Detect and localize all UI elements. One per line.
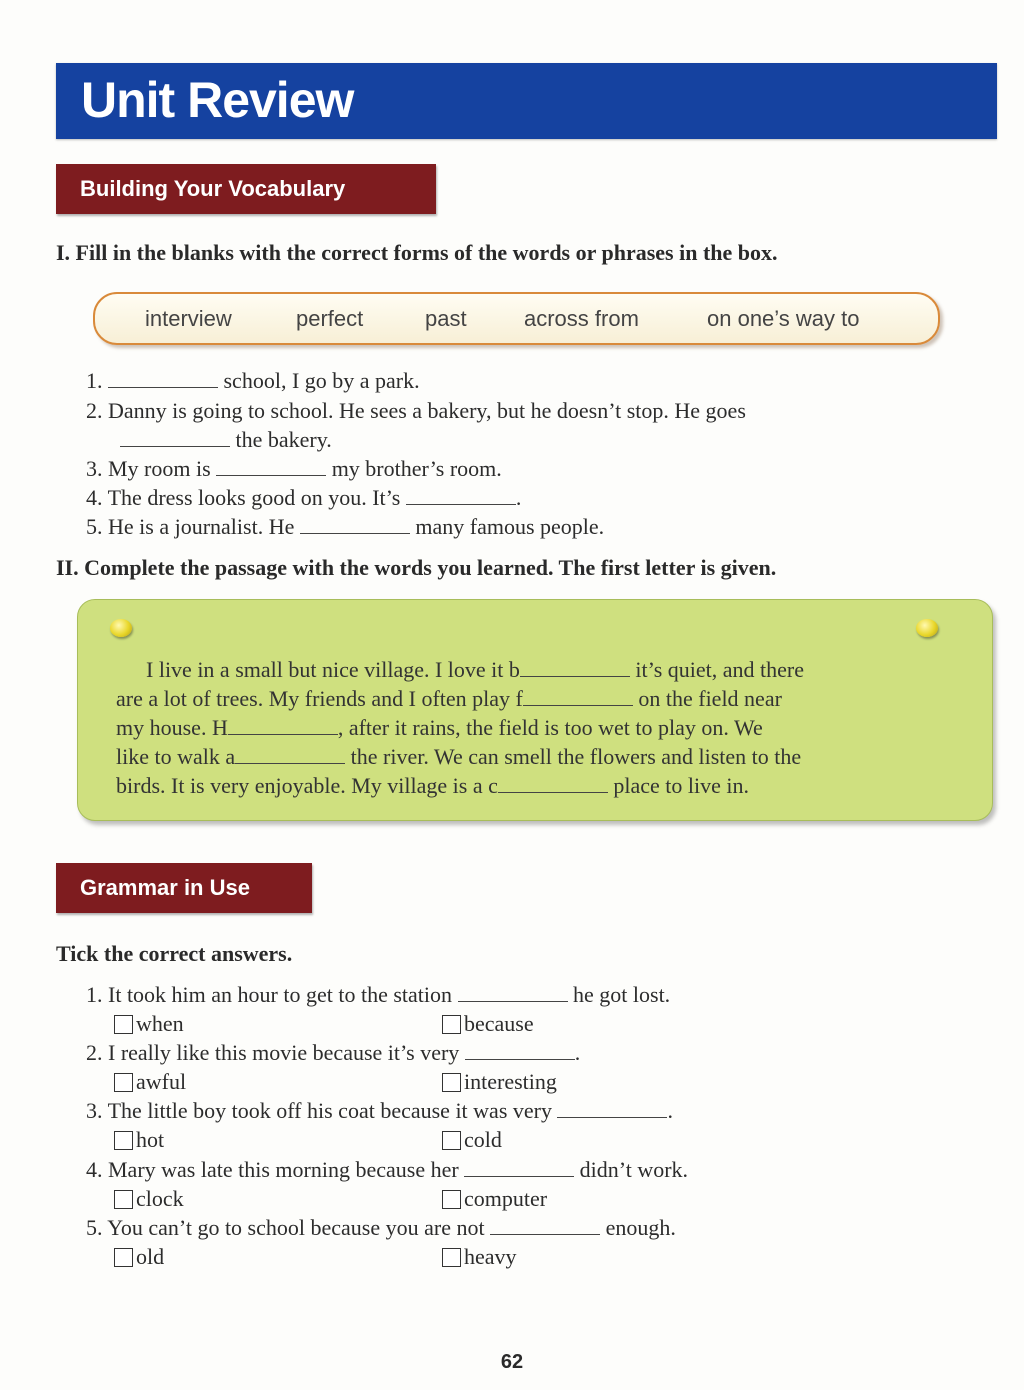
passage-text: , after it rains, the field is too wet to play on. We bbox=[337, 715, 763, 740]
question-number: 3. bbox=[86, 1098, 103, 1123]
answer-blank bbox=[465, 1041, 575, 1060]
answer-blank bbox=[490, 1216, 600, 1235]
item-text: He is a journalist. He bbox=[108, 514, 295, 539]
question-text: Mary was late this morning because her bbox=[108, 1157, 459, 1182]
grammar-question-5 bbox=[86, 1215, 676, 1241]
checkbox-icon[interactable] bbox=[442, 1248, 461, 1267]
answer-blank bbox=[300, 515, 410, 534]
passage-text: I live in a small but nice village. I love it b bbox=[146, 657, 520, 682]
passage-text: my house. H bbox=[116, 715, 228, 740]
checkbox-icon[interactable] bbox=[114, 1015, 133, 1034]
question-text: . bbox=[574, 1040, 581, 1065]
answer-blank bbox=[498, 774, 608, 793]
grammar-question-2 bbox=[86, 1040, 580, 1066]
question-text: The little boy took off his coat because it was very bbox=[107, 1098, 552, 1123]
item-number: 4. bbox=[86, 485, 103, 510]
word-box-item: past bbox=[425, 306, 467, 331]
checkbox-icon[interactable] bbox=[442, 1015, 461, 1034]
question-text: he got lost. bbox=[573, 982, 671, 1007]
word-box-item: on one’s way to bbox=[707, 306, 860, 331]
option-checkbox[interactable] bbox=[442, 1186, 547, 1212]
answer-blank bbox=[464, 1158, 574, 1177]
passage-text: place to live in. bbox=[613, 773, 749, 798]
answer-blank bbox=[406, 486, 516, 505]
option-checkbox[interactable] bbox=[114, 1244, 164, 1270]
word-box-item: across from bbox=[524, 306, 639, 331]
question-number: 5. bbox=[86, 1215, 103, 1240]
answer-blank bbox=[120, 428, 230, 447]
passage-line bbox=[116, 686, 782, 712]
item-text: . bbox=[515, 485, 522, 510]
unit-title-banner bbox=[56, 63, 997, 139]
question-number: 4. bbox=[86, 1157, 103, 1182]
fill-item-4 bbox=[86, 485, 521, 511]
word-box-item: perfect bbox=[296, 306, 364, 331]
checkbox-icon[interactable] bbox=[114, 1131, 133, 1150]
option-checkbox[interactable] bbox=[114, 1011, 184, 1037]
fill-item-2 bbox=[86, 398, 746, 424]
answer-blank bbox=[523, 687, 633, 706]
checkbox-icon[interactable] bbox=[442, 1131, 461, 1150]
question-text: I really like this movie because it’s very bbox=[108, 1040, 460, 1065]
answer-blank bbox=[520, 658, 630, 677]
fill-item-1 bbox=[86, 368, 420, 394]
passage-text: are a lot of trees. My friends and I often play f bbox=[116, 686, 523, 711]
grammar-instruction: Tick the correct answers. bbox=[56, 941, 293, 966]
fill-item-5 bbox=[86, 514, 604, 540]
option-checkbox[interactable] bbox=[114, 1186, 184, 1212]
item-number: 2. bbox=[86, 398, 103, 423]
answer-blank bbox=[557, 1099, 667, 1118]
option-checkbox[interactable] bbox=[442, 1069, 557, 1095]
answer-blank bbox=[458, 983, 568, 1002]
item-text: Danny is going to school. He sees a bakery, but he doesn’t stop. He goes bbox=[108, 398, 746, 423]
pushpin-icon bbox=[110, 619, 132, 637]
item-text: My room is bbox=[108, 456, 211, 481]
question-text: It took him an hour to get to the station bbox=[108, 982, 453, 1007]
item-text: The dress looks good on you. It’s bbox=[107, 485, 401, 510]
question-text: . bbox=[667, 1098, 673, 1123]
option-label: hot bbox=[136, 1127, 165, 1152]
pushpin-icon bbox=[916, 619, 938, 637]
checkbox-icon[interactable] bbox=[114, 1073, 133, 1092]
item-number: 3. bbox=[86, 456, 103, 481]
option-label: computer bbox=[464, 1186, 548, 1211]
answer-blank bbox=[228, 716, 338, 735]
checkbox-icon[interactable] bbox=[442, 1073, 461, 1092]
option-label: heavy bbox=[464, 1244, 517, 1269]
passage-box bbox=[77, 599, 993, 821]
checkbox-icon[interactable] bbox=[114, 1190, 133, 1209]
option-label: because bbox=[464, 1011, 534, 1036]
section-tab-grammar: Grammar in Use bbox=[56, 863, 312, 913]
question-text: You can’t go to school because you are not bbox=[107, 1215, 485, 1240]
question-text: enough. bbox=[605, 1215, 676, 1240]
item-text: school, I go by a park. bbox=[223, 368, 420, 393]
answer-blank bbox=[108, 369, 218, 388]
grammar-question-4 bbox=[86, 1157, 688, 1183]
question-number: 2. bbox=[86, 1040, 103, 1065]
passage-text: birds. It is very enjoyable. My village is a c bbox=[116, 773, 498, 798]
part2-instruction: II. Complete the passage with the words you learned. The first letter is given. bbox=[56, 555, 777, 580]
passage-line bbox=[116, 715, 763, 741]
option-label: when bbox=[136, 1011, 184, 1036]
page-title: Unit Review bbox=[81, 72, 354, 128]
passage-text: like to walk a bbox=[116, 744, 236, 769]
item-text: many famous people. bbox=[415, 514, 605, 539]
question-text: didn’t work. bbox=[579, 1157, 689, 1182]
passage-text: the river. We can smell the flowers and listen to the bbox=[350, 744, 802, 769]
option-checkbox[interactable] bbox=[442, 1127, 502, 1153]
checkbox-icon[interactable] bbox=[114, 1248, 133, 1267]
option-checkbox[interactable] bbox=[114, 1069, 186, 1095]
item-text: my brother’s room. bbox=[331, 456, 502, 481]
option-checkbox[interactable] bbox=[442, 1011, 534, 1037]
passage-text: on the field near bbox=[638, 686, 782, 711]
option-label: interesting bbox=[464, 1069, 557, 1094]
option-label: clock bbox=[136, 1186, 184, 1211]
passage-line bbox=[146, 657, 804, 683]
answer-blank bbox=[216, 457, 326, 476]
option-label: old bbox=[136, 1244, 165, 1269]
item-text: the bakery. bbox=[235, 427, 332, 452]
item-number: 5. bbox=[86, 514, 103, 539]
fill-item-2-continued bbox=[120, 427, 332, 453]
option-checkbox[interactable] bbox=[114, 1127, 164, 1153]
question-number: 1. bbox=[86, 982, 103, 1007]
grammar-question-3 bbox=[86, 1098, 673, 1124]
grammar-question-1 bbox=[86, 982, 670, 1008]
passage-line bbox=[116, 744, 801, 770]
answer-blank bbox=[235, 745, 345, 764]
option-label: awful bbox=[136, 1069, 187, 1094]
word-box-item: interview bbox=[145, 306, 232, 331]
fill-item-3 bbox=[86, 456, 502, 482]
page-number: 62 bbox=[500, 1351, 524, 1373]
checkbox-icon[interactable] bbox=[442, 1190, 461, 1209]
section-tab-vocabulary: Building Your Vocabulary bbox=[56, 164, 436, 214]
option-label: cold bbox=[464, 1127, 502, 1152]
passage-text: it’s quiet, and there bbox=[635, 657, 805, 682]
word-box bbox=[93, 292, 940, 345]
item-number: 1. bbox=[86, 368, 103, 393]
part1-instruction: I. Fill in the blanks with the correct forms of the words or phrases in the box. bbox=[56, 240, 778, 265]
passage-line bbox=[116, 773, 749, 799]
option-checkbox[interactable] bbox=[442, 1244, 517, 1270]
